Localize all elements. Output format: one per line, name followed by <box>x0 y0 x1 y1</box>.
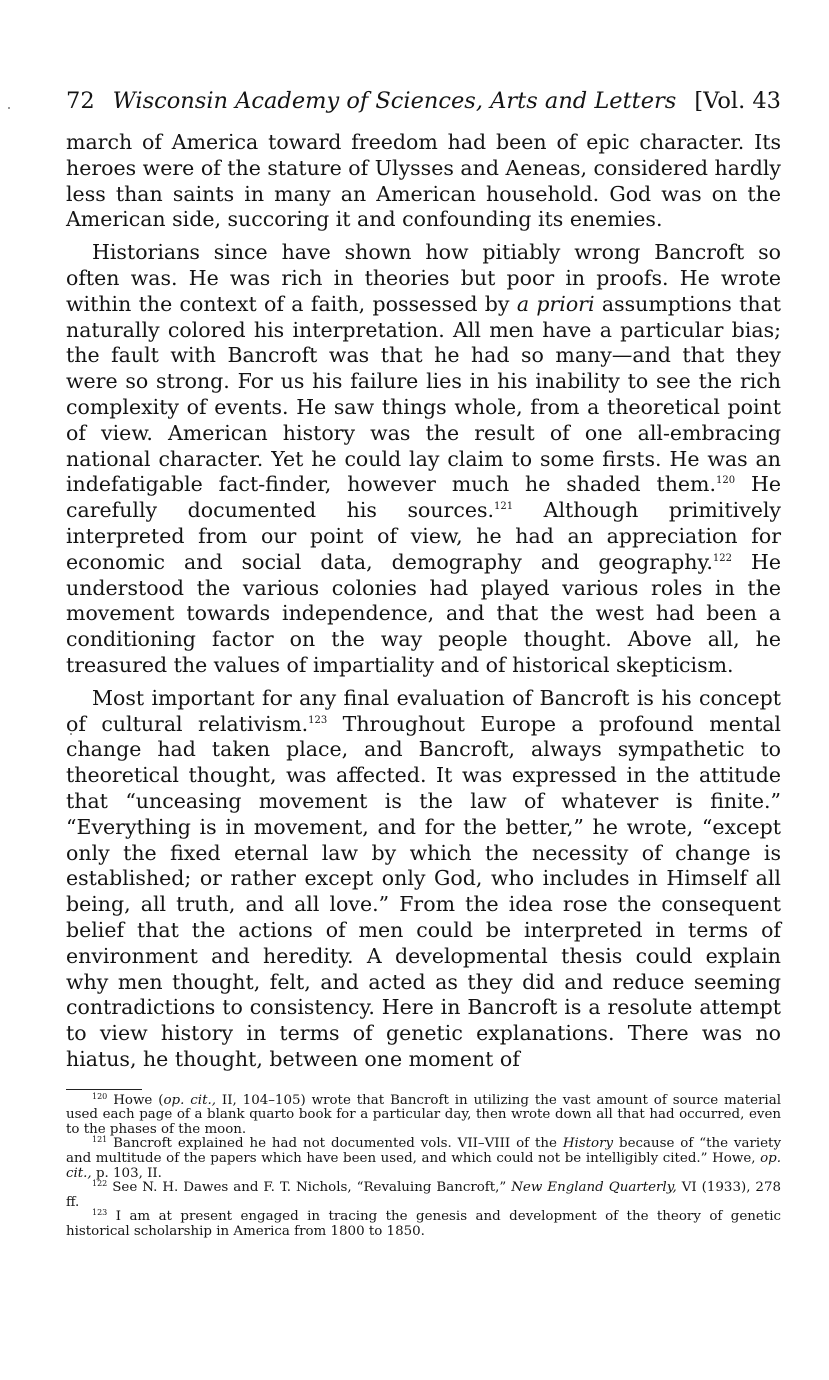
italic-text: op. cit., <box>163 1092 216 1108</box>
footnote-ref: 122 <box>712 552 732 564</box>
text-run: II, 104–105) wrote that Bancroft in utilizing the vast amount of source material used each page of a blank quarto book for a particular day, then wrote down all that had occurred, even to the phases of the moon. <box>66 1092 781 1137</box>
text-run: march of America toward freedom had been of epic character. Its heroes were of the stature of Ulysses and Aeneas, considered hardly less than saints in many an American household. God was on the American side, succoring it and confounding its enemies. <box>66 130 781 232</box>
footnote-ref: 123 <box>308 714 328 726</box>
text-run: Most important for any final evaluation of Bancroft is his concept of cultural relativism. <box>66 685 781 736</box>
body-text <box>66 130 781 1073</box>
text-run: He understood the various colonies had played various roles in the movement towards independence, and that the west had been a conditioning factor on the way people thought. Above all, he treasured the values of impartiality and of historical skepticism. <box>66 549 782 677</box>
text-run: assumptions that naturally colored his interpretation. All men have a particular bias; the fault with Bancroft was that he had so many—and that they were so strong. For us his failure lies in his inability to see the rich complexity of events. He saw things whole, from a theoretical point of view. American history was the result of one all-embracing national character. Yet he could lay claim to some firsts. He was an indefatigable fact-finder, however much he shaded them. <box>66 291 781 497</box>
footnote-ref: 120 <box>716 475 736 487</box>
text-run: Howe ( <box>107 1092 164 1108</box>
footnote <box>66 1137 781 1181</box>
text-run: p. 103, II. <box>91 1165 162 1181</box>
text-run: I am at present engaged in tracing the genesis and development of the theory of genetic historical scholarship in America from 1800 to 1850. <box>66 1209 781 1240</box>
footnote-ref: 121 <box>494 501 514 513</box>
paragraph <box>66 686 781 1073</box>
footnote-ref: 122 <box>92 1179 108 1189</box>
text-run: VI (1933), 278 ff. <box>66 1180 781 1210</box>
footnote <box>66 1210 781 1239</box>
scan-speck <box>8 107 10 109</box>
italic-text: New England Quarterly, <box>511 1180 677 1196</box>
text-run: Although primitively interpreted from our point of view, he had an appreciation for economic and social data, demography and geography. <box>66 498 781 574</box>
paragraph <box>66 130 781 233</box>
footnote <box>66 1091 781 1138</box>
volume-label: [Vol. 43 <box>694 88 781 114</box>
footnote-ref: 120 <box>92 1091 108 1101</box>
text-run: Historians since have shown how pitiably wrong Bancroft so often was. He was rich in theories but poor in proofs. He wrote within the context of a faith, possessed by <box>66 240 781 316</box>
running-header <box>66 88 781 122</box>
text-run: See N. H. Dawes and F. T. Nichols, “Revaluing Bancroft,” <box>107 1180 512 1196</box>
paragraph <box>66 240 781 679</box>
italic-text: a priori <box>516 291 595 316</box>
footnotes <box>66 1091 782 1240</box>
text-run: He carefully documented his sources. <box>66 472 781 523</box>
footnote-divider <box>66 1089 142 1090</box>
italic-text: op. cit., <box>66 1151 781 1181</box>
page-number: 72 <box>66 88 95 114</box>
footnote <box>66 1181 781 1210</box>
footnote-ref: 123 <box>92 1208 108 1218</box>
text-run: Bancroft explained he had not documented vols. VII–VIII of the <box>107 1136 563 1152</box>
text-run: because of “the variety and multitude of the papers which have been used, and which could not be intelligibly cited.” Howe, <box>66 1136 782 1167</box>
italic-text: History <box>562 1136 614 1152</box>
journal-title: Wisconsin Academy of Sciences, Arts and Letters <box>112 88 677 114</box>
text-run: Throughout Europe a profound mental change had taken place, and Bancroft, always sympathetic to theoretical thought, was affected. It was expressed in the attitude that “unceasing movement is the law of whatever is finite.” “Everything is in movement, and for the better,” he wrote, “except only the fixed eternal law by which the necessity of change is established; or rather except only God, who includes in Himself all being, all truth, and all love.” From the idea rose the consequent belief that the actions of men could be interpreted in terms of environment and heredity. A developmental thesis could explain why men thought, felt, and acted as they did and reduce seeming contradictions to consistency. Here in Bancroft is a resolute attempt to view history in terms of genetic explanations. There was no hiatus, he thought, between one moment of <box>66 711 781 1071</box>
footnote-ref: 121 <box>92 1135 108 1145</box>
document-page <box>66 88 781 1240</box>
